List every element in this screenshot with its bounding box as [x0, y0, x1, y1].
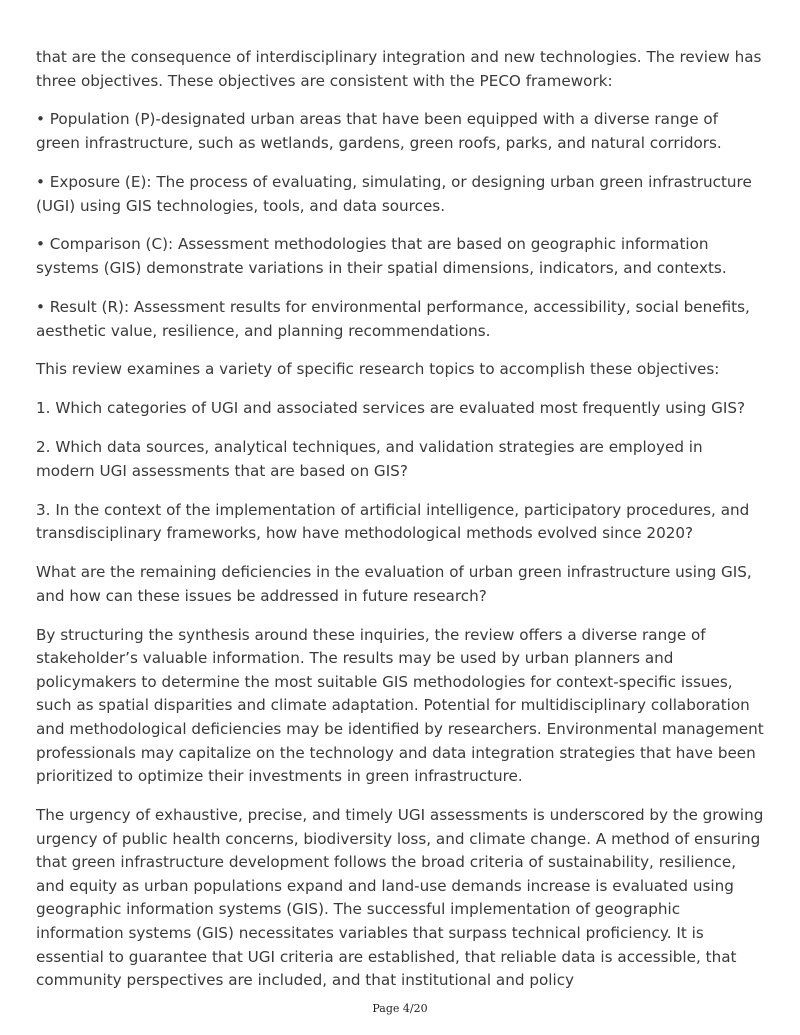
bullet-result: • Result (R): Assessment results for environmental performance, accessibility, social benefits, aesthetic value, resilience, and planning recommendations. — [36, 297, 750, 340]
urgency-paragraph: The urgency of exhaustive, precise, and timely UGI assessments is underscored by the growing urgency of public health concerns, biodiversity loss, and climate change. A method of ensuring that green infrastructure development follows the broad criteria of sustainability, resilience, and equity as urban populations expand and land-use demands increase is evaluated using geographic information systems (GIS). The successful implementation of geographic information systems (GIS) necessitates variables that surpass technical proficiency. It is essential to guarantee that UGI criteria are established, that reliable data is accessible, that community perspectives are included, and that institutional and policy — [36, 806, 764, 990]
document-body — [36, 46, 764, 1008]
research-question-2: 2. Which data sources, analytical techniques, and validation strategies are employed in modern UGI assessments that are based on GIS? — [36, 438, 703, 480]
bullet-comparison: • Comparison (C): Assessment methodologies that are based on geographic information systems (GIS) demonstrate variations in their spatial dimensions, indicators, and contexts. — [36, 235, 727, 278]
bullet-exposure: • Exposure (E): The process of evaluating, simulating, or designing urban green infrastructure (UGI) using GIS technologies, tools, and data sources. — [36, 172, 752, 215]
research-question-1: 1. Which categories of UGI and associated services are evaluated most frequently using GIS? — [36, 399, 746, 418]
synthesis-paragraph: By structuring the synthesis around these inquiries, the review offers a diverse range of stakeholder’s valuable information. The results may be used by urban planners and policymakers to determine the most suitable GIS methodologies for context-specific issues, such as spatial disparities and climate adaptation. Potential for multidisciplinary collaboration and methodological deficiencies may be identified by researchers. Environmental management professionals may capitalize on the technology and data integration strategies that have been prioritized to optimize their investments in green infrastructure. — [36, 625, 764, 786]
bullet-population: • Population (P)-designated urban areas that have been equipped with a diverse range of green infrastructure, such as wetlands, gardens, green roofs, parks, and natural corridors. — [36, 110, 722, 153]
research-topics-intro: This review examines a variety of specific research topics to accomplish these objectives: — [36, 360, 720, 379]
page-number: Page 4/20 — [372, 1002, 428, 1015]
research-question-4: What are the remaining deficiencies in the evaluation of urban green infrastructure using GIS, and how can these issues be addressed in future research? — [36, 563, 752, 605]
research-question-3: 3. In the context of the implementation of artificial intelligence, participatory procedures, and transdisciplinary frameworks, how have methodological methods evolved since 2020? — [36, 500, 750, 543]
intro-paragraph: that are the consequence of interdisciplinary integration and new technologies. The review has three objectives. These objectives are consistent with the PECO framework: — [36, 48, 762, 90]
